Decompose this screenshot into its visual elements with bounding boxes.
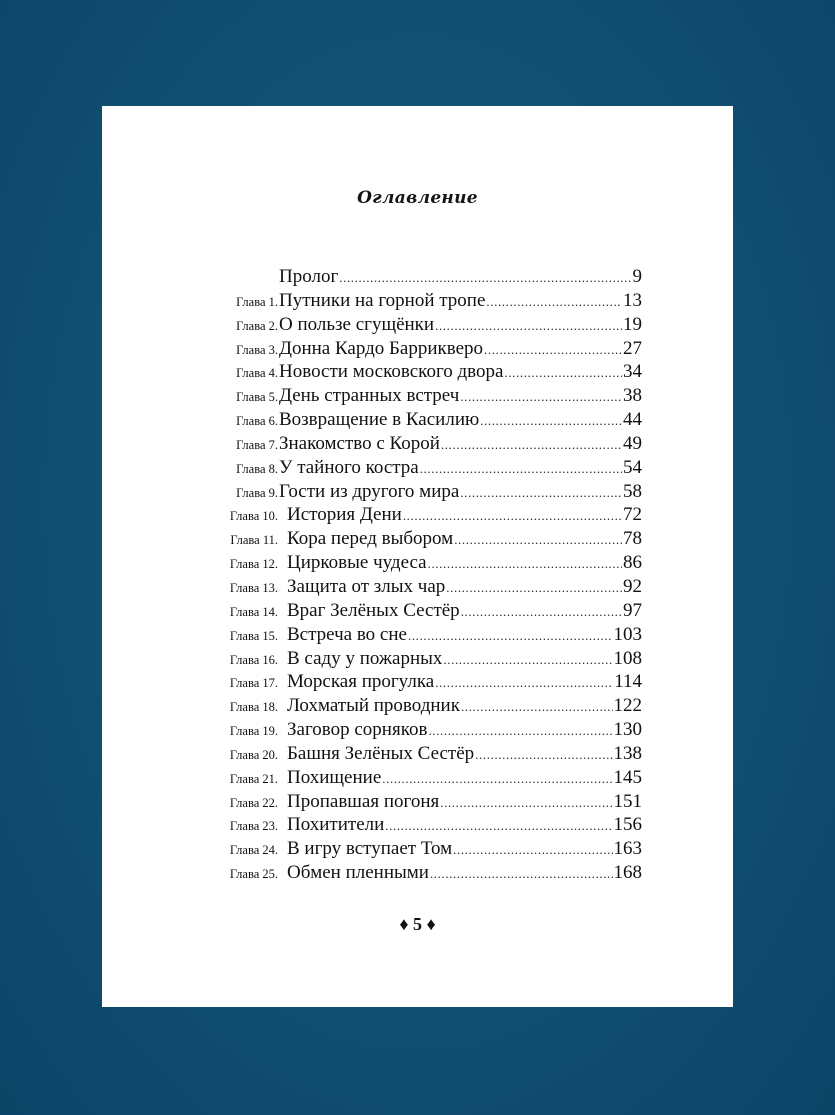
chapter-label: Глава 14. bbox=[229, 604, 278, 619]
dot-leader bbox=[440, 791, 612, 815]
entry-title: Гости из другого мира bbox=[279, 480, 460, 502]
entry-title: Новости московского двора bbox=[279, 361, 504, 383]
page-number: 114 bbox=[614, 671, 642, 693]
chapter-label: Глава 13. bbox=[229, 580, 278, 595]
toc-row bbox=[102, 742, 733, 766]
page-number: 145 bbox=[613, 766, 642, 788]
entry-title: Пролог bbox=[279, 266, 339, 287]
chapter-label: Глава 21. bbox=[229, 771, 278, 786]
chapter-label: Глава 18. bbox=[229, 700, 278, 715]
entry-title: Лохматый проводник bbox=[287, 695, 460, 717]
toc-row bbox=[102, 289, 733, 313]
entry-title: Похитители bbox=[287, 814, 385, 836]
toc-entry bbox=[287, 575, 642, 599]
entry-title: Путники на горной тропе bbox=[279, 289, 486, 311]
chapter-label: Глава 17. bbox=[229, 676, 278, 691]
toc-row bbox=[102, 503, 733, 527]
page-number: 58 bbox=[623, 480, 642, 502]
entry-title: Морская прогулка bbox=[287, 671, 435, 693]
chapter-label: Глава 19. bbox=[229, 724, 278, 739]
toc-row bbox=[102, 408, 733, 432]
toc-row bbox=[102, 670, 733, 694]
page-number: 13 bbox=[623, 289, 642, 311]
entry-title: В игру вступает Том bbox=[287, 838, 453, 860]
toc-entry bbox=[279, 337, 642, 361]
page-number: 27 bbox=[623, 337, 642, 359]
page-number: 49 bbox=[623, 432, 642, 454]
toc-entry bbox=[287, 503, 642, 527]
entry-title: Защита от злых чар bbox=[287, 575, 446, 597]
entry-title: Цирковые чудеса bbox=[287, 552, 427, 574]
dot-leader bbox=[420, 457, 622, 481]
toc-entry bbox=[279, 360, 642, 384]
toc-row bbox=[102, 456, 733, 480]
page-number: 168 bbox=[613, 862, 642, 884]
dot-leader bbox=[460, 481, 622, 505]
page-number: 151 bbox=[613, 790, 642, 812]
page-number: 163 bbox=[613, 838, 642, 860]
entry-title: У тайного костра bbox=[279, 456, 419, 478]
dot-leader bbox=[480, 409, 622, 433]
page-number: 122 bbox=[613, 695, 642, 717]
dot-leader bbox=[453, 838, 612, 862]
dot-leader bbox=[430, 862, 613, 886]
dot-leader bbox=[441, 433, 622, 457]
dot-leader bbox=[475, 743, 612, 767]
page-number: 130 bbox=[613, 719, 642, 741]
toc-row bbox=[102, 384, 733, 408]
dot-leader bbox=[382, 767, 612, 791]
toc-entry bbox=[287, 837, 642, 861]
toc-row bbox=[102, 337, 733, 361]
dot-leader bbox=[403, 504, 622, 528]
entry-title: Похищение bbox=[287, 766, 382, 788]
entry-title: Кора перед выбором bbox=[287, 528, 454, 550]
toc-entry bbox=[287, 813, 642, 837]
toc-row bbox=[102, 861, 733, 885]
toc-row bbox=[102, 551, 733, 575]
page-number: 34 bbox=[623, 361, 642, 383]
chapter-label: Глава 23. bbox=[229, 819, 278, 834]
toc-entry bbox=[279, 408, 642, 432]
chapter-label: Глава 5. bbox=[236, 390, 278, 405]
dot-leader bbox=[428, 552, 622, 576]
toc-entry bbox=[287, 551, 642, 575]
chapter-label: Глава 12. bbox=[229, 557, 278, 572]
page-number: 92 bbox=[623, 575, 642, 597]
toc-row bbox=[102, 360, 733, 384]
chapter-label: Глава 2. bbox=[236, 318, 278, 333]
toc-entry bbox=[287, 742, 642, 766]
chapter-label: Глава 16. bbox=[229, 652, 278, 667]
dot-leader bbox=[408, 624, 613, 648]
toc-row bbox=[102, 766, 733, 790]
entry-title: О пользе сгущёнки bbox=[279, 313, 435, 335]
entry-title: Враг Зелёных Сестёр bbox=[287, 599, 460, 621]
page-number: 9 bbox=[632, 266, 642, 287]
chapter-label: Глава 11. bbox=[230, 533, 278, 548]
toc-row-prolog bbox=[102, 265, 733, 289]
toc-entry bbox=[279, 432, 642, 456]
entry-title: День странных встреч bbox=[279, 385, 460, 407]
toc-entry bbox=[287, 861, 642, 885]
entry-title: История Дени bbox=[287, 504, 402, 526]
dot-leader bbox=[435, 314, 622, 338]
entry-title: Обмен пленными bbox=[287, 862, 429, 884]
toc-row bbox=[102, 313, 733, 337]
page-number: 138 bbox=[613, 742, 642, 764]
page-number: 86 bbox=[623, 552, 642, 574]
toc-row bbox=[102, 790, 733, 814]
toc-row bbox=[102, 623, 733, 647]
dot-leader bbox=[443, 648, 612, 672]
toc-entry bbox=[287, 790, 642, 814]
dot-leader bbox=[385, 814, 612, 838]
page-number: 44 bbox=[623, 409, 642, 431]
toc-row bbox=[102, 837, 733, 861]
chapter-label: Глава 15. bbox=[229, 628, 278, 643]
toc-entry bbox=[279, 480, 642, 504]
entry-title: Встреча во сне bbox=[287, 623, 407, 645]
chapter-label: Глава 25. bbox=[229, 867, 278, 882]
toc-entry bbox=[287, 527, 642, 551]
dot-leader bbox=[435, 671, 613, 695]
toc-entry bbox=[279, 384, 642, 408]
page-number: 103 bbox=[613, 623, 642, 645]
chapter-label: Глава 10. bbox=[229, 509, 278, 524]
page-number: 54 bbox=[623, 456, 642, 478]
dot-leader bbox=[428, 719, 612, 743]
toc-row bbox=[102, 480, 733, 504]
entry-title: Донна Кардо Баррикверо bbox=[279, 337, 484, 359]
toc-row bbox=[102, 432, 733, 456]
chapter-label: Глава 7. bbox=[236, 437, 278, 452]
toc-entry-prolog bbox=[279, 265, 642, 289]
toc-row bbox=[102, 527, 733, 551]
entry-title: Знакомство с Корой bbox=[279, 432, 440, 454]
dot-leader bbox=[460, 385, 622, 409]
dot-leader bbox=[461, 600, 622, 624]
toc-row bbox=[102, 599, 733, 623]
table-of-contents bbox=[102, 265, 733, 885]
toc-title: Оглавление bbox=[357, 188, 478, 208]
entry-title: Башня Зелёных Сестёр bbox=[287, 742, 475, 764]
entry-title: Возвращение в Касилию bbox=[279, 409, 480, 431]
page-number: 38 bbox=[623, 385, 642, 407]
chapter-label: Глава 24. bbox=[229, 843, 278, 858]
chapter-label: Глава 20. bbox=[229, 747, 278, 762]
page-folio: ♦ 5 ♦ bbox=[399, 914, 436, 934]
page-number: 78 bbox=[623, 528, 642, 550]
dot-leader bbox=[486, 290, 622, 314]
dot-leader bbox=[504, 361, 622, 385]
toc-entry bbox=[287, 599, 642, 623]
toc-row bbox=[102, 813, 733, 837]
page-number: 72 bbox=[623, 504, 642, 526]
toc-row bbox=[102, 718, 733, 742]
toc-entry bbox=[287, 766, 642, 790]
page-number: 108 bbox=[613, 647, 642, 669]
entry-title: В саду у пожарных bbox=[287, 647, 443, 669]
chapter-label: Глава 9. bbox=[236, 485, 278, 500]
chapter-label: Глава 1. bbox=[236, 294, 278, 309]
chapter-label: Глава 4. bbox=[236, 366, 278, 381]
toc-entry bbox=[287, 694, 642, 718]
toc-row bbox=[102, 575, 733, 599]
toc-entry bbox=[279, 313, 642, 337]
page-number: 97 bbox=[623, 599, 642, 621]
chapter-label: Глава 6. bbox=[236, 414, 278, 429]
toc-row bbox=[102, 647, 733, 671]
toc-entry bbox=[287, 623, 642, 647]
toc-entry bbox=[287, 647, 642, 671]
entry-title: Пропавшая погоня bbox=[287, 790, 440, 812]
page-number: 156 bbox=[613, 814, 642, 836]
toc-row bbox=[102, 694, 733, 718]
page-number: 19 bbox=[623, 313, 642, 335]
dot-leader bbox=[339, 266, 631, 290]
dot-leader bbox=[484, 338, 622, 362]
chapter-label: Глава 8. bbox=[236, 461, 278, 476]
chapter-label: Глава 3. bbox=[236, 342, 278, 357]
toc-entry bbox=[279, 456, 642, 480]
dot-leader bbox=[446, 576, 622, 600]
entry-title: Заговор сорняков bbox=[287, 719, 428, 741]
dot-leader bbox=[461, 695, 613, 719]
toc-entry bbox=[287, 718, 642, 742]
dot-leader bbox=[454, 528, 622, 552]
chapter-label: Глава 22. bbox=[229, 795, 278, 810]
toc-entry bbox=[287, 670, 642, 694]
toc-entry bbox=[279, 289, 642, 313]
book-page bbox=[102, 106, 733, 1007]
